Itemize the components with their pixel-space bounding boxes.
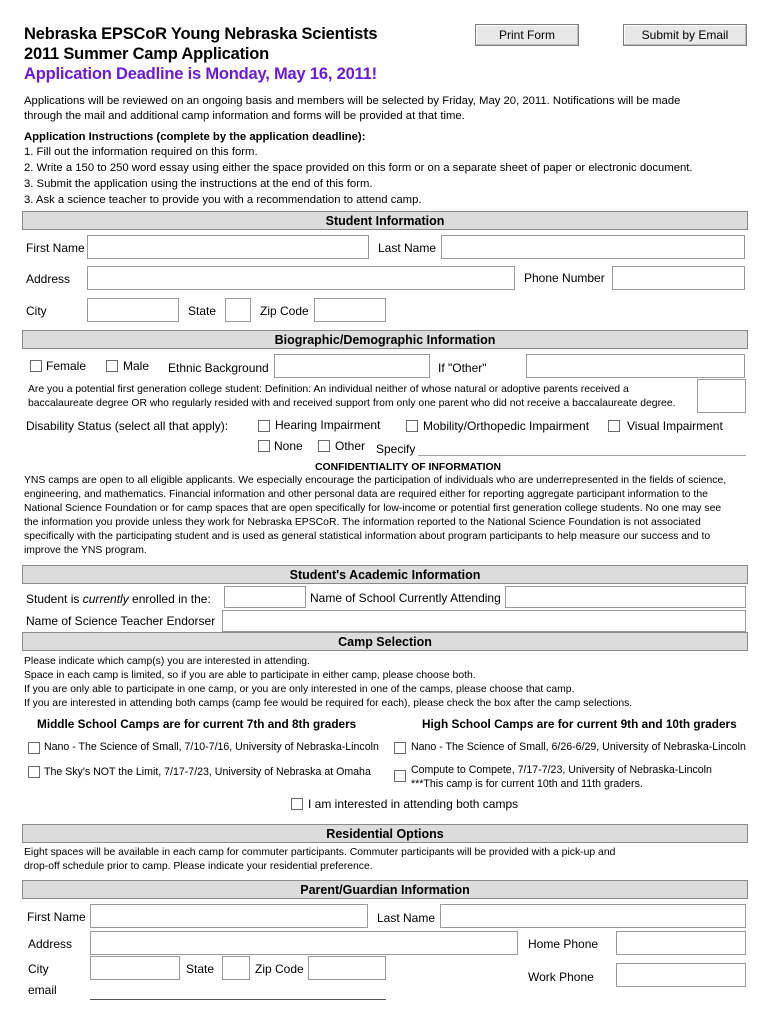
parent-email-label: email <box>28 983 57 997</box>
ethnic-label: Ethnic Background <box>168 361 269 375</box>
hs-nano-checkbox[interactable] <box>394 742 406 754</box>
parent-first-name-input[interactable] <box>90 904 368 928</box>
biographic-header: Biographic/Demographic Information <box>22 330 748 349</box>
other-ethnic-input[interactable] <box>526 354 745 378</box>
phone-input[interactable] <box>612 266 745 290</box>
confidentiality-text: YNS camps are open to all eligible applicants. We especially encourage the participation of individuals who are underrepresented in the fields of science, <box>24 475 727 486</box>
city-input[interactable] <box>87 298 179 322</box>
state-input[interactable] <box>225 298 251 322</box>
none-label: None <box>274 439 303 453</box>
hearing-checkbox[interactable] <box>258 420 270 432</box>
residential-header: Residential Options <box>22 824 748 843</box>
hs-compute-label: Compute to Compete, 7/17-7/23, University of Nebraska-Lincoln <box>411 764 712 776</box>
male-label: Male <box>123 359 150 373</box>
camp-instructions: If you are only able to participate in one camp, or you are only interested in one of the camps, please choose that camp. <box>24 684 575 695</box>
parent-zip-label: Zip Code <box>255 962 304 976</box>
print-form-button[interactable]: Print Form <box>475 24 579 46</box>
hs-compute-note: ***This camp is for current 10th and 11th graders. <box>411 778 643 790</box>
work-phone-input[interactable] <box>616 963 746 987</box>
school-label: Name of School Currently Attending <box>310 591 501 605</box>
specify-label: Specify <box>376 442 416 456</box>
ms-nano-label: Nano - The Science of Small, 7/10-7/16, University of Nebraska-Lincoln <box>44 741 379 753</box>
first-gen-question-2: baccalaureate degree OR who regularly resided with and received support from only one parent who did not receive a baccalaureate degree. <box>28 398 676 409</box>
parent-state-input[interactable] <box>222 956 250 980</box>
intro-line-2: through the mail and additional camp information and forms will be provided at that time. <box>24 110 465 122</box>
first-gen-question-1: Are you a potential first generation college student: Definition: An individual neither of whose natural or adoptive parents received a <box>28 384 629 395</box>
both-camps-label: I am interested in attending both camps <box>308 797 519 811</box>
school-input[interactable] <box>505 586 746 608</box>
last-name-input[interactable] <box>441 235 745 259</box>
hs-compute-checkbox[interactable] <box>394 770 406 782</box>
camp-instructions: If you are interested in attending both camps (camp fee would be required for each), please check the box after the camp selections. <box>24 698 633 709</box>
high-school-title: High School Camps are for current 9th and 10th graders <box>422 717 737 731</box>
confidentiality-text: engineering, and mathematics. Financial information and other personal data are required either for reporting aggregate participant information to the <box>24 489 708 500</box>
teacher-label: Name of Science Teacher Endorser <box>26 614 216 628</box>
other-ethnic-label: If "Other" <box>438 361 487 375</box>
student-information-header: Student Information <box>22 211 748 230</box>
parent-last-name-label: Last Name <box>377 911 436 925</box>
state-label: State <box>188 304 217 318</box>
instruction-step: 1. Fill out the information required on this form. <box>24 146 258 158</box>
hearing-label: Hearing Impairment <box>275 418 381 432</box>
parent-address-input[interactable] <box>90 931 518 955</box>
confidentiality-text: improve the YNS program. <box>24 545 147 556</box>
middle-school-title: Middle School Camps are for current 7th and 8th graders <box>37 717 357 731</box>
female-label: Female <box>46 359 87 373</box>
grade-input[interactable] <box>224 586 306 608</box>
first-name-label: First Name <box>26 241 85 255</box>
visual-label: Visual Impairment <box>627 419 723 433</box>
male-checkbox[interactable] <box>106 360 118 372</box>
ms-sky-label: The Sky's NOT the Limit, 7/17-7/23, University of Nebraska at Omaha <box>44 766 371 778</box>
enrolled-label <box>26 592 211 606</box>
home-phone-label: Home Phone <box>528 937 599 951</box>
first-name-input[interactable] <box>87 235 369 259</box>
title-line-1: Nebraska EPSCoR Young Nebraska Scientists <box>24 25 378 43</box>
disability-label: Disability Status (select all that apply): <box>26 419 229 433</box>
parent-address-label: Address <box>28 937 73 951</box>
other-disability-checkbox[interactable] <box>318 440 330 452</box>
residential-text: Eight spaces will be available in each camp for commuter participants. Commuter participants will be provided with a pick-up and <box>24 847 616 858</box>
ethnic-input[interactable] <box>274 354 430 378</box>
visual-checkbox[interactable] <box>608 420 620 432</box>
parent-first-name-label: First Name <box>27 910 86 924</box>
phone-label: Phone Number <box>524 271 605 285</box>
ms-sky-checkbox[interactable] <box>28 766 40 778</box>
hs-nano-label: Nano - The Science of Small, 6/26-6/29, University of Nebraska-Lincoln <box>411 741 746 753</box>
instruction-step: 2. Write a 150 to 250 word essay using either the space provided on this form or on a separate sheet of paper or electronic document. <box>24 162 693 174</box>
other-disability-label: Other <box>335 439 366 453</box>
none-checkbox[interactable] <box>258 440 270 452</box>
specify-input[interactable] <box>418 455 746 456</box>
form-title <box>24 24 377 84</box>
home-phone-input[interactable] <box>616 931 746 955</box>
confidentiality-text: National Science Foundation or for camp spaces that are open specifically for low-income or potential first generation college students. No one may see <box>24 503 722 514</box>
confidentiality-text: specifically with the participating student and is used as general statistical information about program participants to help measure our success and to <box>24 531 711 542</box>
parent-zip-input[interactable] <box>308 956 386 980</box>
zip-input[interactable] <box>314 298 386 322</box>
residential-text: drop-off schedule prior to camp. Please indicate your residential preference. <box>24 861 373 872</box>
both-camps-checkbox[interactable] <box>291 798 303 810</box>
parent-email-input[interactable] <box>90 999 386 1000</box>
address-label: Address <box>26 272 71 286</box>
last-name-label: Last Name <box>378 241 437 255</box>
instructions-title: Application Instructions (complete by the application deadline): <box>24 131 366 143</box>
mobility-label: Mobility/Orthopedic Impairment <box>423 419 590 433</box>
city-label: City <box>26 304 47 318</box>
intro-line-1: Applications will be reviewed on an ongoing basis and members will be selected by Friday, May 20, 2011. Notifications will be made <box>24 95 681 107</box>
teacher-input[interactable] <box>222 610 746 632</box>
parent-city-input[interactable] <box>90 956 180 980</box>
enrolled-emphasis: currently <box>82 592 129 606</box>
instruction-step: 3. Submit the application using the instructions at the end of this form. <box>24 178 373 190</box>
enrolled-pre: Student is <box>26 592 83 606</box>
parent-last-name-input[interactable] <box>440 904 746 928</box>
zip-label: Zip Code <box>260 304 309 318</box>
camp-selection-header: Camp Selection <box>22 632 748 651</box>
mobility-checkbox[interactable] <box>406 420 418 432</box>
confidentiality-text: the information you provide unless they work for Nebraska EPSCoR. The information reported to the National Science Foundation is not associated <box>24 517 701 528</box>
camp-instructions: Space in each camp is limited, so if you are able to participate in either camp, please choose both. <box>24 670 476 681</box>
camp-instructions: Please indicate which camp(s) you are interested in attending. <box>24 656 310 667</box>
address-input[interactable] <box>87 266 515 290</box>
instruction-step: 3. Ask a science teacher to provide you with a recommendation to attend camp. <box>24 194 422 206</box>
academic-header: Student's Academic Information <box>22 565 748 584</box>
confidentiality-title: CONFIDENTIALITY OF INFORMATION <box>315 462 502 473</box>
parent-city-label: City <box>28 962 49 976</box>
female-checkbox[interactable] <box>30 360 42 372</box>
parent-state-label: State <box>186 962 215 976</box>
ms-nano-checkbox[interactable] <box>28 742 40 754</box>
work-phone-label: Work Phone <box>528 970 594 984</box>
enrolled-post: enrolled in the: <box>128 592 211 606</box>
parent-header: Parent/Guardian Information <box>22 880 748 899</box>
deadline-notice: Application Deadline is Monday, May 16, 2011! <box>24 65 377 83</box>
title-line-2: 2011 Summer Camp Application <box>24 45 270 63</box>
first-gen-input[interactable] <box>697 379 746 413</box>
submit-email-button[interactable]: Submit by Email <box>623 24 747 46</box>
